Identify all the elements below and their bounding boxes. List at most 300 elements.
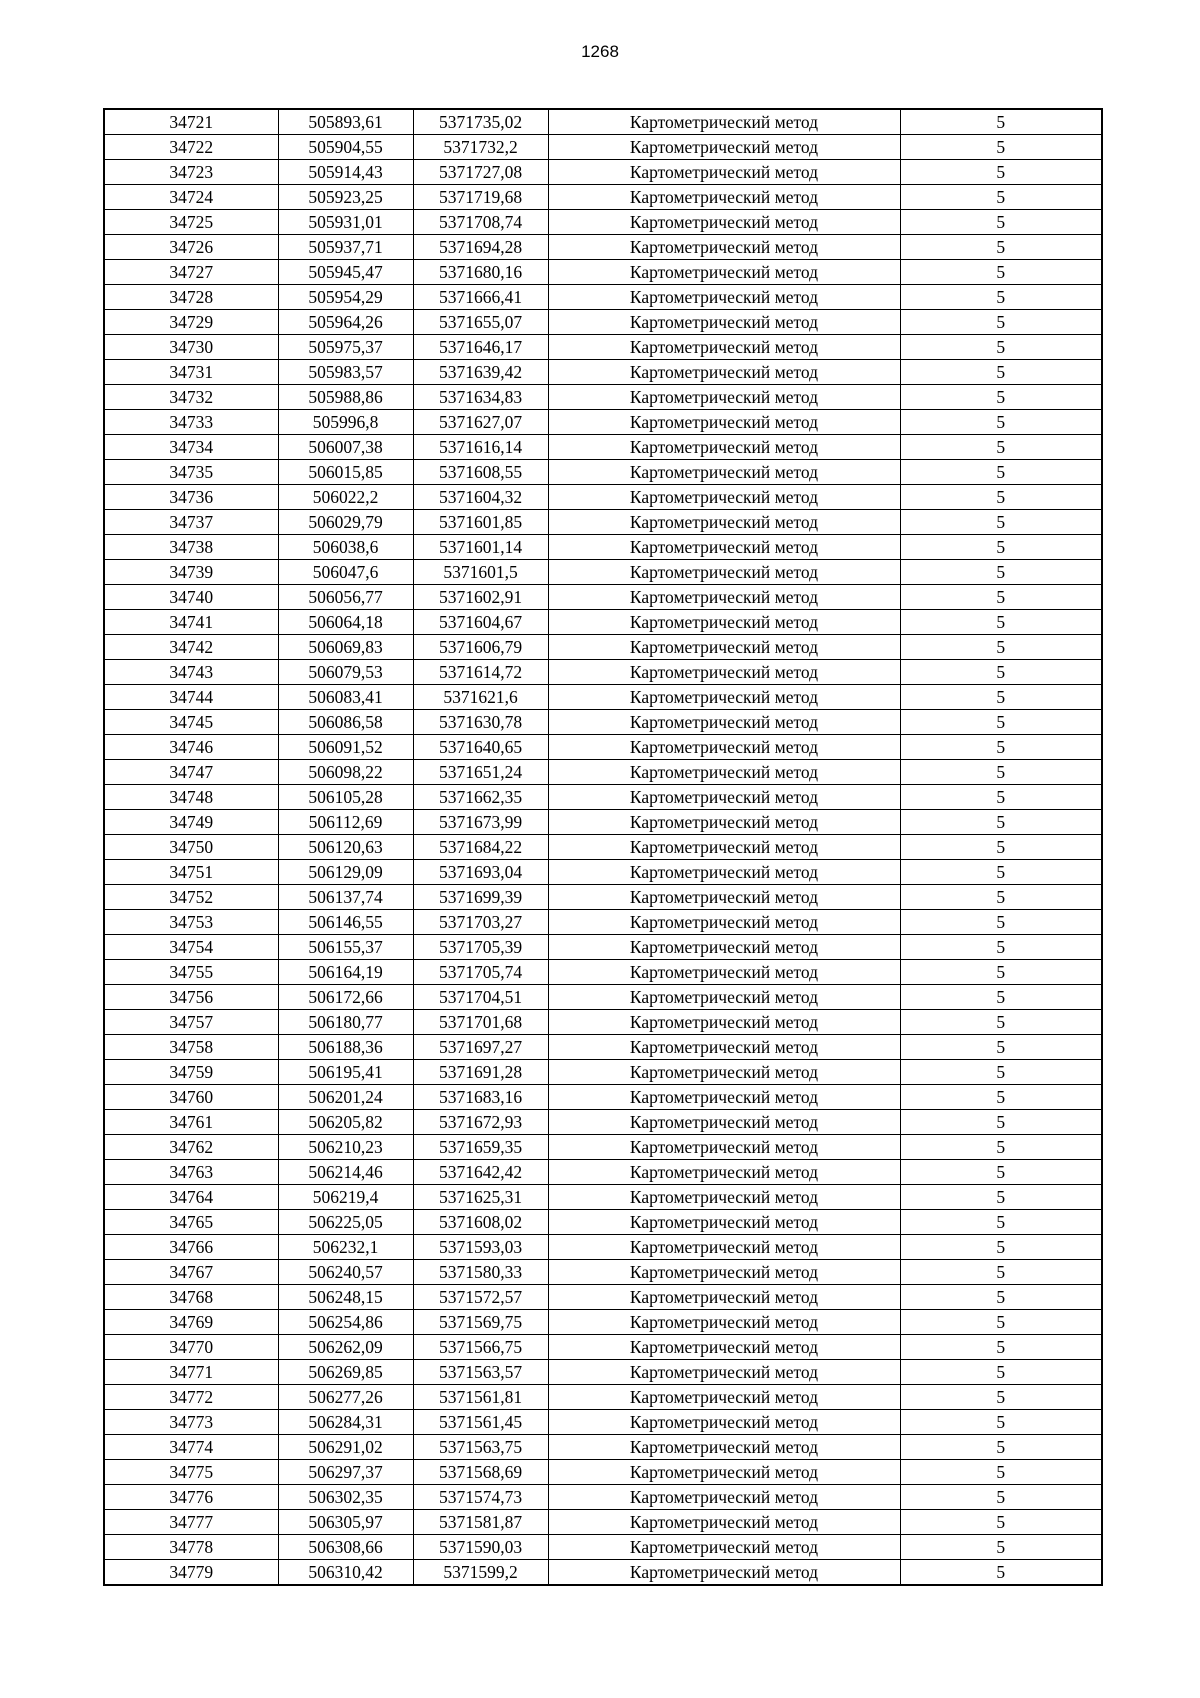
accuracy-cell: 5 <box>900 610 1102 635</box>
y-coordinate-cell: 5371646,17 <box>413 335 548 360</box>
method-cell: Картометрический метод <box>548 1235 900 1260</box>
y-coordinate-cell: 5371704,51 <box>413 985 548 1010</box>
x-coordinate-cell: 505945,47 <box>278 260 413 285</box>
x-coordinate-cell: 505914,43 <box>278 160 413 185</box>
table-row <box>104 585 1102 610</box>
method-cell: Картометрический метод <box>548 860 900 885</box>
table-row <box>104 435 1102 460</box>
y-coordinate-cell: 5371608,02 <box>413 1210 548 1235</box>
method-cell: Картометрический метод <box>548 485 900 510</box>
x-coordinate-cell: 505893,61 <box>278 109 413 135</box>
accuracy-cell: 5 <box>900 835 1102 860</box>
x-coordinate-cell: 505988,86 <box>278 385 413 410</box>
x-coordinate-cell: 506056,77 <box>278 585 413 610</box>
x-coordinate-cell: 506248,15 <box>278 1285 413 1310</box>
x-coordinate-cell: 506098,22 <box>278 760 413 785</box>
point-number-cell: 34774 <box>104 1435 278 1460</box>
x-coordinate-cell: 506284,31 <box>278 1410 413 1435</box>
point-number-cell: 34767 <box>104 1260 278 1285</box>
accuracy-cell: 5 <box>900 1435 1102 1460</box>
coordinates-table <box>103 108 1103 1586</box>
point-number-cell: 34731 <box>104 360 278 385</box>
table-row <box>104 860 1102 885</box>
y-coordinate-cell: 5371680,16 <box>413 260 548 285</box>
table-row <box>104 910 1102 935</box>
point-number-cell: 34765 <box>104 1210 278 1235</box>
accuracy-cell: 5 <box>900 109 1102 135</box>
y-coordinate-cell: 5371655,07 <box>413 310 548 335</box>
point-number-cell: 34763 <box>104 1160 278 1185</box>
table-row <box>104 1110 1102 1135</box>
point-number-cell: 34772 <box>104 1385 278 1410</box>
method-cell: Картометрический метод <box>548 810 900 835</box>
point-number-cell: 34757 <box>104 1010 278 1035</box>
method-cell: Картометрический метод <box>548 310 900 335</box>
table-row <box>104 635 1102 660</box>
point-number-cell: 34737 <box>104 510 278 535</box>
table-row <box>104 185 1102 210</box>
x-coordinate-cell: 506029,79 <box>278 510 413 535</box>
accuracy-cell: 5 <box>900 810 1102 835</box>
x-coordinate-cell: 506064,18 <box>278 610 413 635</box>
table-row <box>104 1335 1102 1360</box>
point-number-cell: 34722 <box>104 135 278 160</box>
x-coordinate-cell: 506083,41 <box>278 685 413 710</box>
table-row <box>104 1010 1102 1035</box>
point-number-cell: 34721 <box>104 109 278 135</box>
table-row <box>104 1185 1102 1210</box>
page-number: 1268 <box>581 42 619 61</box>
point-number-cell: 34769 <box>104 1310 278 1335</box>
accuracy-cell: 5 <box>900 1110 1102 1135</box>
x-coordinate-cell: 506262,09 <box>278 1335 413 1360</box>
x-coordinate-cell: 506310,42 <box>278 1560 413 1586</box>
point-number-cell: 34727 <box>104 260 278 285</box>
accuracy-cell: 5 <box>900 1360 1102 1385</box>
method-cell: Картометрический метод <box>548 285 900 310</box>
accuracy-cell: 5 <box>900 510 1102 535</box>
y-coordinate-cell: 5371694,28 <box>413 235 548 260</box>
y-coordinate-cell: 5371604,32 <box>413 485 548 510</box>
x-coordinate-cell: 506112,69 <box>278 810 413 835</box>
table-row <box>104 1035 1102 1060</box>
x-coordinate-cell: 506308,66 <box>278 1535 413 1560</box>
x-coordinate-cell: 506305,97 <box>278 1510 413 1535</box>
method-cell: Картометрический метод <box>548 935 900 960</box>
method-cell: Картометрический метод <box>548 1410 900 1435</box>
point-number-cell: 34723 <box>104 160 278 185</box>
method-cell: Картометрический метод <box>548 710 900 735</box>
y-coordinate-cell: 5371561,45 <box>413 1410 548 1435</box>
x-coordinate-cell: 506164,19 <box>278 960 413 985</box>
x-coordinate-cell: 506219,4 <box>278 1185 413 1210</box>
accuracy-cell: 5 <box>900 660 1102 685</box>
y-coordinate-cell: 5371604,67 <box>413 610 548 635</box>
y-coordinate-cell: 5371625,31 <box>413 1185 548 1210</box>
table-row <box>104 410 1102 435</box>
point-number-cell: 34748 <box>104 785 278 810</box>
y-coordinate-cell: 5371672,93 <box>413 1110 548 1135</box>
table-row <box>104 1535 1102 1560</box>
accuracy-cell: 5 <box>900 885 1102 910</box>
method-cell: Картометрический метод <box>548 760 900 785</box>
point-number-cell: 34736 <box>104 485 278 510</box>
accuracy-cell: 5 <box>900 385 1102 410</box>
x-coordinate-cell: 506269,85 <box>278 1360 413 1385</box>
table-row <box>104 560 1102 585</box>
table-row <box>104 1360 1102 1385</box>
accuracy-cell: 5 <box>900 1060 1102 1085</box>
table-row <box>104 1485 1102 1510</box>
point-number-cell: 34761 <box>104 1110 278 1135</box>
method-cell: Картометрический метод <box>548 885 900 910</box>
table-row <box>104 485 1102 510</box>
method-cell: Картометрический метод <box>548 260 900 285</box>
point-number-cell: 34771 <box>104 1360 278 1385</box>
x-coordinate-cell: 506240,57 <box>278 1260 413 1285</box>
y-coordinate-cell: 5371569,75 <box>413 1310 548 1335</box>
y-coordinate-cell: 5371601,85 <box>413 510 548 535</box>
accuracy-cell: 5 <box>900 1535 1102 1560</box>
x-coordinate-cell: 506079,53 <box>278 660 413 685</box>
y-coordinate-cell: 5371593,03 <box>413 1235 548 1260</box>
point-number-cell: 34725 <box>104 210 278 235</box>
x-coordinate-cell: 505937,71 <box>278 235 413 260</box>
x-coordinate-cell: 506129,09 <box>278 860 413 885</box>
accuracy-cell: 5 <box>900 1260 1102 1285</box>
accuracy-cell: 5 <box>900 1460 1102 1485</box>
y-coordinate-cell: 5371634,83 <box>413 385 548 410</box>
y-coordinate-cell: 5371563,57 <box>413 1360 548 1385</box>
method-cell: Картометрический метод <box>548 1085 900 1110</box>
y-coordinate-cell: 5371719,68 <box>413 185 548 210</box>
y-coordinate-cell: 5371590,03 <box>413 1535 548 1560</box>
table-row <box>104 310 1102 335</box>
point-number-cell: 34745 <box>104 710 278 735</box>
point-number-cell: 34778 <box>104 1535 278 1560</box>
table-row <box>104 1210 1102 1235</box>
accuracy-cell: 5 <box>900 685 1102 710</box>
y-coordinate-cell: 5371601,14 <box>413 535 548 560</box>
y-coordinate-cell: 5371701,68 <box>413 1010 548 1035</box>
point-number-cell: 34770 <box>104 1335 278 1360</box>
y-coordinate-cell: 5371705,74 <box>413 960 548 985</box>
method-cell: Картометрический метод <box>548 1135 900 1160</box>
accuracy-cell: 5 <box>900 985 1102 1010</box>
accuracy-cell: 5 <box>900 485 1102 510</box>
y-coordinate-cell: 5371614,72 <box>413 660 548 685</box>
x-coordinate-cell: 505904,55 <box>278 135 413 160</box>
accuracy-cell: 5 <box>900 335 1102 360</box>
point-number-cell: 34760 <box>104 1085 278 1110</box>
accuracy-cell: 5 <box>900 1285 1102 1310</box>
point-number-cell: 34764 <box>104 1185 278 1210</box>
method-cell: Картометрический метод <box>548 635 900 660</box>
x-coordinate-cell: 506155,37 <box>278 935 413 960</box>
table-row <box>104 160 1102 185</box>
table-row <box>104 260 1102 285</box>
table-row <box>104 285 1102 310</box>
x-coordinate-cell: 506225,05 <box>278 1210 413 1235</box>
accuracy-cell: 5 <box>900 785 1102 810</box>
y-coordinate-cell: 5371735,02 <box>413 109 548 135</box>
table-row <box>104 735 1102 760</box>
method-cell: Картометрический метод <box>548 1310 900 1335</box>
accuracy-cell: 5 <box>900 1560 1102 1586</box>
method-cell: Картометрический метод <box>548 1110 900 1135</box>
accuracy-cell: 5 <box>900 1385 1102 1410</box>
point-number-cell: 34744 <box>104 685 278 710</box>
method-cell: Картометрический метод <box>548 460 900 485</box>
point-number-cell: 34768 <box>104 1285 278 1310</box>
table-row <box>104 1285 1102 1310</box>
x-coordinate-cell: 506069,83 <box>278 635 413 660</box>
table-row <box>104 1310 1102 1335</box>
accuracy-cell: 5 <box>900 210 1102 235</box>
accuracy-cell: 5 <box>900 1085 1102 1110</box>
y-coordinate-cell: 5371684,22 <box>413 835 548 860</box>
method-cell: Картометрический метод <box>548 1160 900 1185</box>
point-number-cell: 34742 <box>104 635 278 660</box>
x-coordinate-cell: 506205,82 <box>278 1110 413 1135</box>
y-coordinate-cell: 5371683,16 <box>413 1085 548 1110</box>
accuracy-cell: 5 <box>900 1010 1102 1035</box>
point-number-cell: 34753 <box>104 910 278 935</box>
method-cell: Картометрический метод <box>548 1010 900 1035</box>
x-coordinate-cell: 506105,28 <box>278 785 413 810</box>
point-number-cell: 34741 <box>104 610 278 635</box>
accuracy-cell: 5 <box>900 1210 1102 1235</box>
table-row <box>104 1135 1102 1160</box>
table-row <box>104 385 1102 410</box>
method-cell: Картометрический метод <box>548 535 900 560</box>
coordinates-table-body <box>104 109 1102 1585</box>
x-coordinate-cell: 506188,36 <box>278 1035 413 1060</box>
x-coordinate-cell: 506022,2 <box>278 485 413 510</box>
y-coordinate-cell: 5371639,42 <box>413 360 548 385</box>
accuracy-cell: 5 <box>900 960 1102 985</box>
table-row <box>104 510 1102 535</box>
point-number-cell: 34724 <box>104 185 278 210</box>
table-row <box>104 109 1102 135</box>
method-cell: Картометрический метод <box>548 1035 900 1060</box>
point-number-cell: 34733 <box>104 410 278 435</box>
y-coordinate-cell: 5371697,27 <box>413 1035 548 1060</box>
point-number-cell: 34730 <box>104 335 278 360</box>
y-coordinate-cell: 5371691,28 <box>413 1060 548 1085</box>
y-coordinate-cell: 5371580,33 <box>413 1260 548 1285</box>
x-coordinate-cell: 506015,85 <box>278 460 413 485</box>
point-number-cell: 34755 <box>104 960 278 985</box>
point-number-cell: 34735 <box>104 460 278 485</box>
table-row <box>104 785 1102 810</box>
x-coordinate-cell: 506091,52 <box>278 735 413 760</box>
x-coordinate-cell: 506180,77 <box>278 1010 413 1035</box>
method-cell: Картометрический метод <box>548 960 900 985</box>
accuracy-cell: 5 <box>900 260 1102 285</box>
accuracy-cell: 5 <box>900 435 1102 460</box>
table-row <box>104 360 1102 385</box>
accuracy-cell: 5 <box>900 285 1102 310</box>
x-coordinate-cell: 505931,01 <box>278 210 413 235</box>
point-number-cell: 34738 <box>104 535 278 560</box>
table-row <box>104 1410 1102 1435</box>
accuracy-cell: 5 <box>900 1510 1102 1535</box>
x-coordinate-cell: 506201,24 <box>278 1085 413 1110</box>
point-number-cell: 34776 <box>104 1485 278 1510</box>
point-number-cell: 34740 <box>104 585 278 610</box>
accuracy-cell: 5 <box>900 910 1102 935</box>
table-row <box>104 535 1102 560</box>
point-number-cell: 34777 <box>104 1510 278 1535</box>
table-row <box>104 335 1102 360</box>
table-row <box>104 960 1102 985</box>
point-number-cell: 34756 <box>104 985 278 1010</box>
point-number-cell: 34775 <box>104 1460 278 1485</box>
method-cell: Картометрический метод <box>548 109 900 135</box>
point-number-cell: 34728 <box>104 285 278 310</box>
table-row <box>104 1085 1102 1110</box>
point-number-cell: 34751 <box>104 860 278 885</box>
y-coordinate-cell: 5371561,81 <box>413 1385 548 1410</box>
method-cell: Картометрический метод <box>548 585 900 610</box>
table-row <box>104 460 1102 485</box>
method-cell: Картометрический метод <box>548 1535 900 1560</box>
y-coordinate-cell: 5371630,78 <box>413 710 548 735</box>
table-row <box>104 1385 1102 1410</box>
accuracy-cell: 5 <box>900 160 1102 185</box>
x-coordinate-cell: 506120,63 <box>278 835 413 860</box>
method-cell: Картометрический метод <box>548 1335 900 1360</box>
accuracy-cell: 5 <box>900 185 1102 210</box>
method-cell: Картометрический метод <box>548 1435 900 1460</box>
y-coordinate-cell: 5371627,07 <box>413 410 548 435</box>
table-row <box>104 835 1102 860</box>
method-cell: Картометрический метод <box>548 235 900 260</box>
table-row <box>104 935 1102 960</box>
x-coordinate-cell: 505975,37 <box>278 335 413 360</box>
y-coordinate-cell: 5371563,75 <box>413 1435 548 1460</box>
y-coordinate-cell: 5371621,6 <box>413 685 548 710</box>
table-row <box>104 685 1102 710</box>
table-row <box>104 1460 1102 1485</box>
method-cell: Картометрический метод <box>548 1260 900 1285</box>
x-coordinate-cell: 506254,86 <box>278 1310 413 1335</box>
method-cell: Картометрический метод <box>548 410 900 435</box>
method-cell: Картометрический метод <box>548 660 900 685</box>
y-coordinate-cell: 5371651,24 <box>413 760 548 785</box>
accuracy-cell: 5 <box>900 860 1102 885</box>
x-coordinate-cell: 506086,58 <box>278 710 413 735</box>
point-number-cell: 34739 <box>104 560 278 585</box>
method-cell: Картометрический метод <box>548 210 900 235</box>
point-number-cell: 34750 <box>104 835 278 860</box>
method-cell: Картометрический метод <box>548 985 900 1010</box>
method-cell: Картометрический метод <box>548 835 900 860</box>
point-number-cell: 34759 <box>104 1060 278 1085</box>
table-row <box>104 760 1102 785</box>
point-number-cell: 34746 <box>104 735 278 760</box>
x-coordinate-cell: 506195,41 <box>278 1060 413 1085</box>
table-row <box>104 135 1102 160</box>
method-cell: Картометрический метод <box>548 1560 900 1586</box>
method-cell: Картометрический метод <box>548 910 900 935</box>
point-number-cell: 34747 <box>104 760 278 785</box>
accuracy-cell: 5 <box>900 410 1102 435</box>
point-number-cell: 34734 <box>104 435 278 460</box>
table-row <box>104 1435 1102 1460</box>
x-coordinate-cell: 506172,66 <box>278 985 413 1010</box>
table-row <box>104 1510 1102 1535</box>
point-number-cell: 34779 <box>104 1560 278 1586</box>
point-number-cell: 34729 <box>104 310 278 335</box>
table-row <box>104 610 1102 635</box>
x-coordinate-cell: 506038,6 <box>278 535 413 560</box>
x-coordinate-cell: 506291,02 <box>278 1435 413 1460</box>
method-cell: Картометрический метод <box>548 510 900 535</box>
method-cell: Картометрический метод <box>548 1185 900 1210</box>
point-number-cell: 34762 <box>104 1135 278 1160</box>
method-cell: Картометрический метод <box>548 735 900 760</box>
accuracy-cell: 5 <box>900 760 1102 785</box>
y-coordinate-cell: 5371699,39 <box>413 885 548 910</box>
x-coordinate-cell: 506297,37 <box>278 1460 413 1485</box>
point-number-cell: 34773 <box>104 1410 278 1435</box>
method-cell: Картометрический метод <box>548 360 900 385</box>
y-coordinate-cell: 5371574,73 <box>413 1485 548 1510</box>
x-coordinate-cell: 506137,74 <box>278 885 413 910</box>
method-cell: Картометрический метод <box>548 1060 900 1085</box>
accuracy-cell: 5 <box>900 535 1102 560</box>
accuracy-cell: 5 <box>900 1185 1102 1210</box>
accuracy-cell: 5 <box>900 1160 1102 1185</box>
accuracy-cell: 5 <box>900 935 1102 960</box>
method-cell: Картометрический метод <box>548 1485 900 1510</box>
x-coordinate-cell: 505996,8 <box>278 410 413 435</box>
method-cell: Картометрический метод <box>548 1460 900 1485</box>
y-coordinate-cell: 5371659,35 <box>413 1135 548 1160</box>
method-cell: Картометрический метод <box>548 1210 900 1235</box>
method-cell: Картометрический метод <box>548 135 900 160</box>
point-number-cell: 34754 <box>104 935 278 960</box>
x-coordinate-cell: 506047,6 <box>278 560 413 585</box>
x-coordinate-cell: 506210,23 <box>278 1135 413 1160</box>
table-row <box>104 1560 1102 1586</box>
accuracy-cell: 5 <box>900 135 1102 160</box>
table-row <box>104 235 1102 260</box>
y-coordinate-cell: 5371640,65 <box>413 735 548 760</box>
x-coordinate-cell: 505954,29 <box>278 285 413 310</box>
point-number-cell: 34749 <box>104 810 278 835</box>
accuracy-cell: 5 <box>900 1335 1102 1360</box>
y-coordinate-cell: 5371572,57 <box>413 1285 548 1310</box>
method-cell: Картометрический метод <box>548 385 900 410</box>
y-coordinate-cell: 5371566,75 <box>413 1335 548 1360</box>
method-cell: Картометрический метод <box>548 1360 900 1385</box>
x-coordinate-cell: 505983,57 <box>278 360 413 385</box>
accuracy-cell: 5 <box>900 310 1102 335</box>
x-coordinate-cell: 506146,55 <box>278 910 413 935</box>
accuracy-cell: 5 <box>900 1035 1102 1060</box>
table-row <box>104 985 1102 1010</box>
table-row <box>104 810 1102 835</box>
table-row <box>104 1160 1102 1185</box>
method-cell: Картометрический метод <box>548 1285 900 1310</box>
accuracy-cell: 5 <box>900 360 1102 385</box>
y-coordinate-cell: 5371673,99 <box>413 810 548 835</box>
x-coordinate-cell: 506302,35 <box>278 1485 413 1510</box>
y-coordinate-cell: 5371616,14 <box>413 435 548 460</box>
